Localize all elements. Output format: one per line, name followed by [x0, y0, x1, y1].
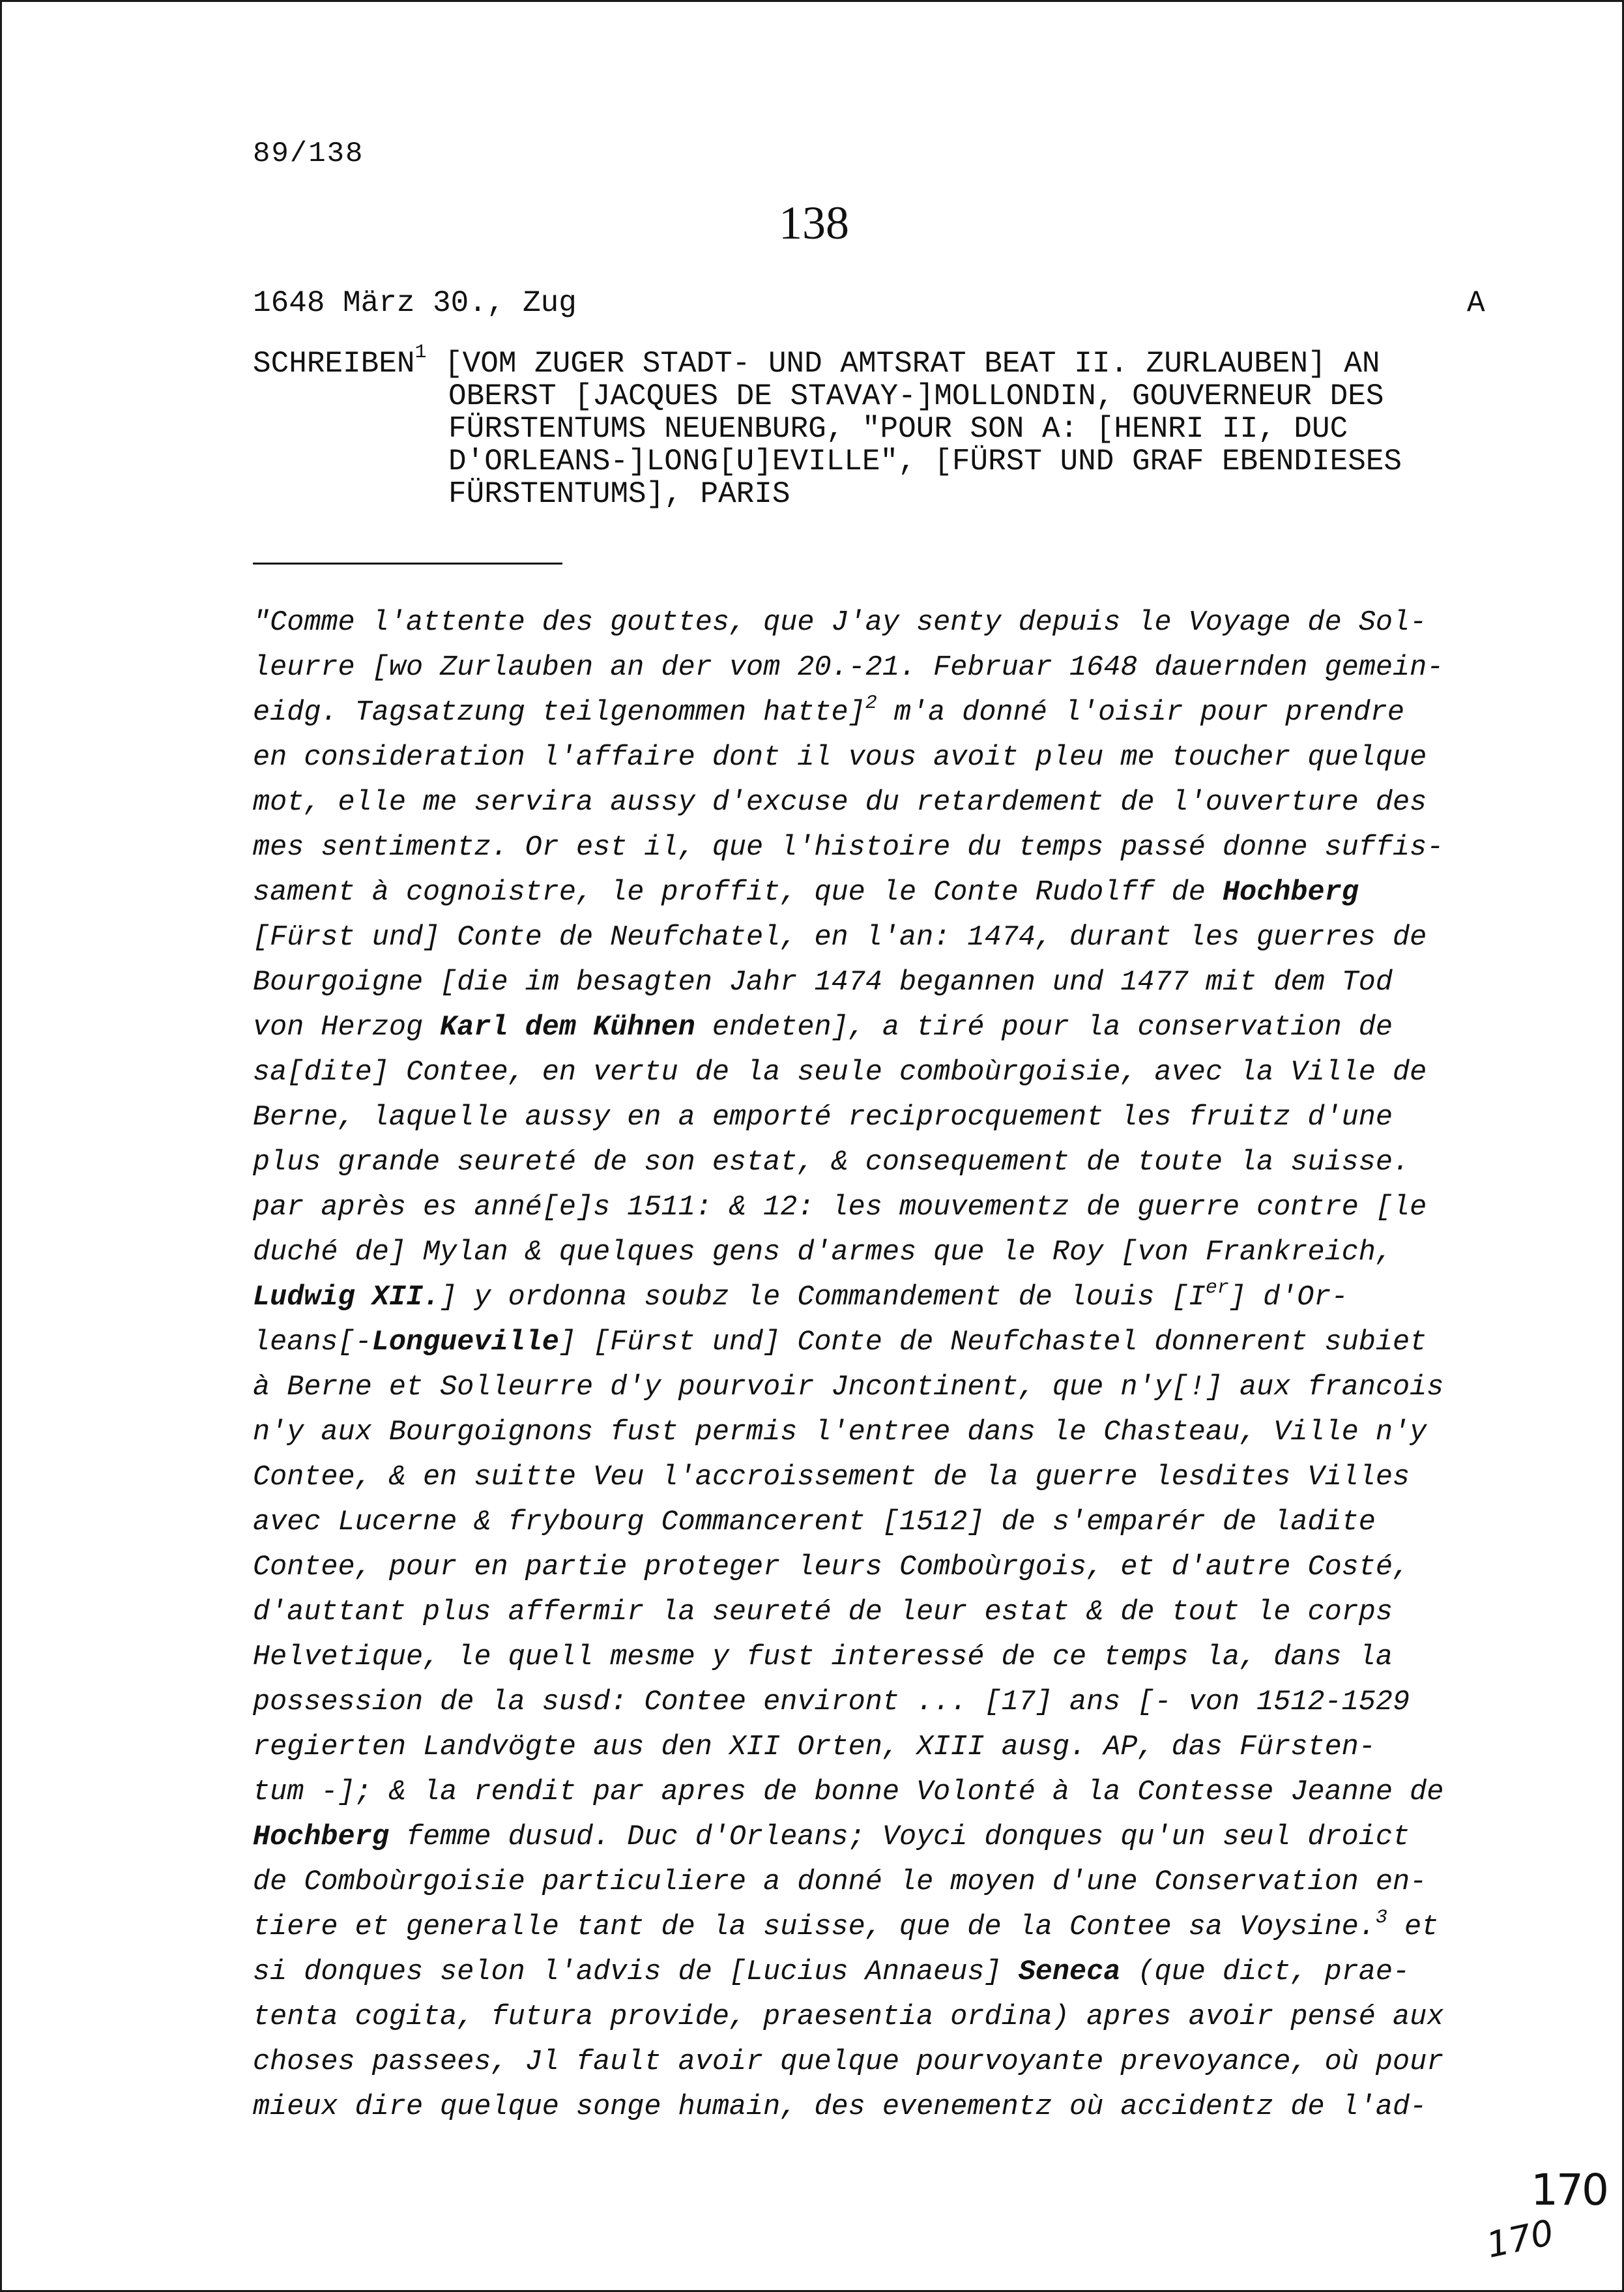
text-line: mes sentimentz. Or est il, que l'histoire du temps passé donne suffis- — [253, 832, 1444, 864]
text-line: à Berne et Solleurre d'y pourvoir Jncontinent, que n'y[!] aux francois — [253, 1372, 1444, 1403]
text-run: femme dusud. Duc d'Orleans; Voyci donques qu'un seul droict — [388, 1821, 1410, 1853]
person-name: Seneca — [1018, 1956, 1121, 1988]
text-line: par après es anné[e]s 1511: & 12: les mouvementz de guerre contre [le — [253, 1192, 1427, 1224]
handwritten-archive-number-2: 170 — [1483, 2211, 1558, 2267]
text-run: (que dict, prae- — [1120, 1956, 1410, 1988]
text-run: tiere et generalle tant de la suisse, que de la Contee sa Voysine. — [253, 1911, 1376, 1943]
person-name: Ludwig XII. — [253, 1282, 441, 1314]
person-name: Karl dem Kühnen — [440, 1012, 695, 1044]
text-line: de Comboùrgoisie particuliere a donné le moyen d'une Conservation en- — [253, 1866, 1427, 1898]
text-line: Contee, pour en partie proteger leurs Comboùrgois, et d'autre Costé, — [253, 1551, 1410, 1583]
version-mark: A — [1467, 286, 1485, 320]
text-line: tenta cogita, futura provide, praesentia ordina) apres avoir pensé aux — [253, 2001, 1444, 2033]
footnote-marker: 3 — [1375, 1907, 1387, 1929]
text-line — [253, 1950, 1485, 1995]
text-line: possession de la susd: Contee environt ... [17] ans [- von 1512-1529 — [253, 1686, 1410, 1718]
text-run: ] d'Or- — [1228, 1282, 1348, 1314]
person-name: Longueville — [371, 1327, 559, 1359]
text-run: leans[- — [253, 1327, 372, 1359]
text-run: et — [1387, 1911, 1439, 1943]
text-run: ] y ordonna soubz le Commandement de louis [I — [440, 1282, 1206, 1314]
text-line: avec Lucerne & frybourg Commancerent [1512] de s'emparér de ladite — [253, 1506, 1376, 1538]
page-number: 138 — [779, 197, 849, 249]
text-line: Contee, & en suitte Veu l'accroissement de la guerre lesdites Villes — [253, 1462, 1410, 1493]
separator-rule — [253, 563, 562, 565]
text-line: choses passees, Jl fault avoir quelque pourvoyante prevoyance, où pour — [253, 2046, 1444, 2078]
text-line: en consideration l'affaire dont il vous avoit pleu me toucher quelque — [253, 742, 1427, 774]
text-line — [253, 1320, 1485, 1365]
text-run: von Herzog — [253, 1012, 441, 1044]
date-place: 1648 März 30., Zug — [253, 286, 577, 320]
text-line: sa[dite] Contee, en vertu de la seule comboùrgoisie, avec la Ville de — [253, 1057, 1427, 1089]
footnote-marker: 1 — [414, 342, 427, 364]
letter-text — [253, 600, 1485, 2130]
footnote-marker: 2 — [865, 692, 877, 714]
text-line: Helvetique, le quell mesme y fust interessé de ce temps la, dans la — [253, 1641, 1393, 1673]
text-line: Bourgoigne [die im besagten Jahr 1474 begannen und 1477 mit dem Tod — [253, 967, 1393, 999]
text-line — [253, 690, 1485, 735]
text-run: endeten], a tiré pour la conservation de — [695, 1012, 1393, 1044]
text-line — [253, 1905, 1485, 1950]
text-line: "Comme l'attente des gouttes, que J'ay senty depuis le Voyage de Sol- — [253, 607, 1427, 639]
text-run: sament à cognoistre, le proffit, que le Conte Rudolff de — [253, 877, 1223, 909]
text-line: regierten Landvögte aus den XII Orten, XIII ausg. AP, das Fürsten- — [253, 1731, 1376, 1763]
superscript: er — [1205, 1277, 1229, 1299]
document-heading — [253, 342, 1491, 511]
text-run: eidg. Tagsatzung teilgenommen hatte] — [253, 697, 865, 729]
heading-line: FÜRSTENTUMS NEUENBURG, "POUR SON A: [HENRI II, DUC — [448, 412, 1348, 446]
text-run: ] [Fürst und] Conte de Neufchastel donnerent subiet — [558, 1327, 1427, 1359]
text-line: duché de] Mylan & quelques gens d'armes que le Roy [von Frankreich, — [253, 1237, 1393, 1269]
text-line — [253, 1005, 1485, 1050]
heading-first-rest: [VOM ZUGER STADT- UND AMTSRAT BEAT II. ZURLAUBEN] AN — [426, 347, 1380, 381]
person-name: Hochberg — [253, 1821, 389, 1853]
handwritten-archive-number: 170 — [1531, 2165, 1607, 2215]
text-line: mot, elle me servira aussy d'excuse du retardement de l'ouverture des — [253, 787, 1427, 819]
text-line: [Fürst und] Conte de Neufchatel, en l'an: 1474, durant les guerres de — [253, 922, 1427, 954]
text-line — [253, 1275, 1485, 1320]
text-line — [253, 870, 1485, 915]
text-line: Berne, laquelle aussy en a emporté reciprocquement les fruitz d'une — [253, 1102, 1393, 1134]
heading-line: OBERST [JACQUES DE STAVAY-]MOLLONDIN, GOUVERNEUR DES — [448, 379, 1384, 413]
text-line: plus grande seureté de son estat, & consequement de toute la suisse. — [253, 1147, 1410, 1179]
text-line: leurre [wo Zurlauben an der vom 20.-21. Februar 1648 dauernden gemein- — [253, 652, 1444, 684]
heading-line: FÜRSTENTUMS], PARIS — [448, 477, 790, 511]
person-name: Hochberg — [1222, 877, 1359, 909]
heading-line: D'ORLEANS-]LONG[U]EVILLE", [FÜRST UND GRAF EBENDIESES — [448, 445, 1402, 478]
text-run: m'a donné l'oisir pour prendre — [877, 697, 1405, 729]
text-line: mieux dire quelque songe humain, des evenementz où accidentz de l'ad- — [253, 2091, 1427, 2123]
reference-number: 89/138 — [253, 138, 364, 170]
text-line: d'auttant plus affermir la seureté de leur estat & de tout le corps — [253, 1596, 1393, 1628]
heading-line — [253, 342, 1491, 381]
heading-first-word: SCHREIBEN — [253, 347, 415, 381]
text-line — [253, 1815, 1485, 1860]
text-line: n'y aux Bourgoignons fust permis l'entree dans le Chasteau, Ville n'y — [253, 1417, 1427, 1448]
text-line: tum -]; & la rendit par apres de bonne Volonté à la Contesse Jeanne de — [253, 1776, 1444, 1808]
text-run: si donques selon l'advis de [Lucius Annaeus] — [253, 1956, 1019, 1988]
